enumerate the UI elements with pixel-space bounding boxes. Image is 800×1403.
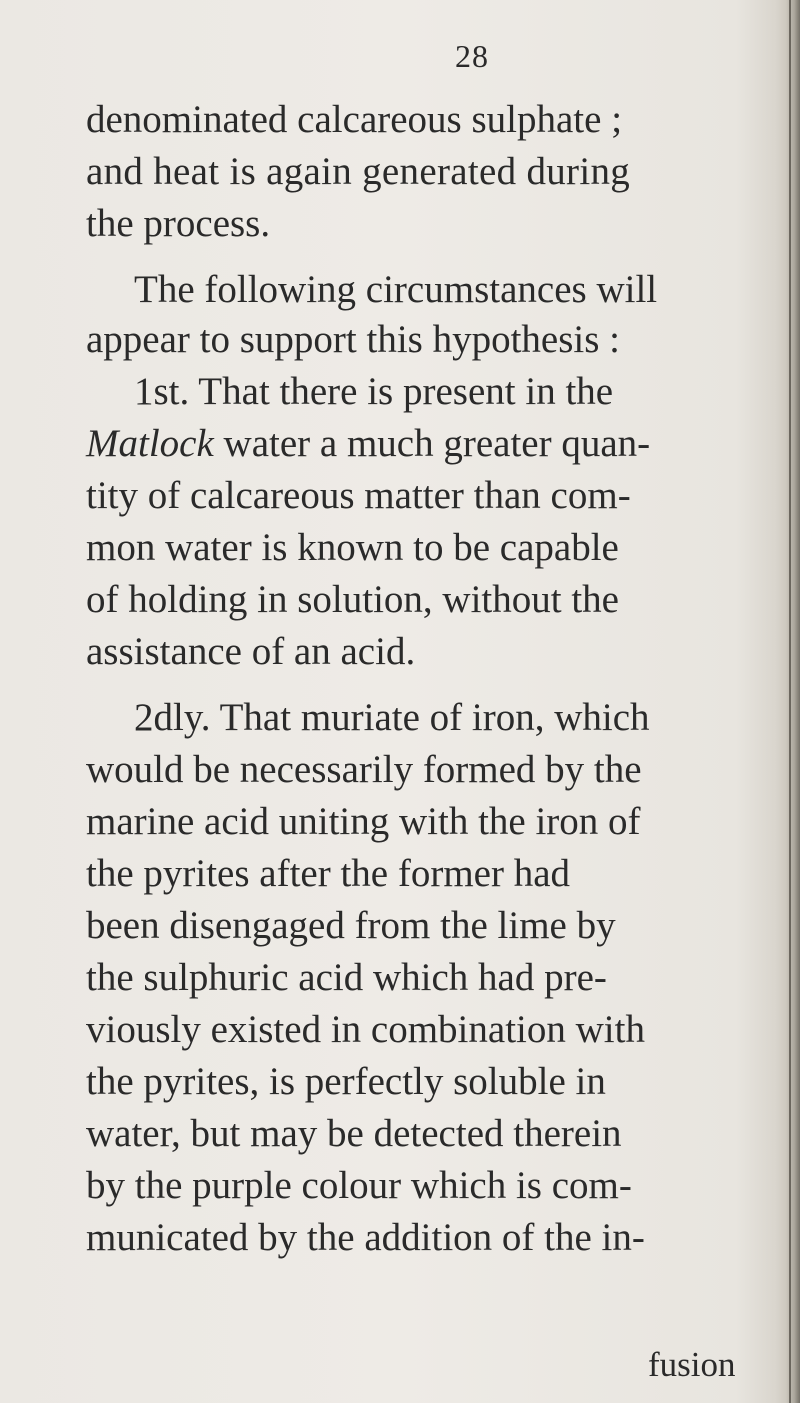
text-line: would be necessarily formed by the — [86, 748, 642, 791]
text-line: viously existed in combination with — [86, 1008, 645, 1051]
text-line: appear to support this hypothesis : — [86, 318, 621, 361]
catchword: fusion — [648, 1345, 736, 1384]
text-line: of holding in solution, without the — [86, 578, 619, 621]
text-line: by the purple colour which is com- — [86, 1164, 632, 1207]
page-number: 28 — [455, 38, 489, 74]
text-line: water, but may be detected therein — [86, 1112, 622, 1155]
text-line: marine acid uniting with the iron of — [86, 800, 641, 843]
text-line: 2dly. That muriate of iron, which — [134, 696, 650, 739]
text-line: 1st. That there is present in the — [134, 370, 614, 413]
text-line: the pyrites, is perfectly soluble in — [86, 1060, 606, 1103]
text-line: mon water is known to be capable — [86, 526, 619, 569]
text-line: and heat is again generated during — [86, 150, 631, 193]
text-line: the sulphuric acid which had pre- — [86, 956, 607, 999]
text-line: tity of calcareous matter than com- — [86, 474, 631, 517]
text-line: the pyrites after the former had — [86, 852, 571, 895]
text-line: the process. — [86, 202, 271, 245]
text-line: assistance of an acid. — [86, 630, 416, 673]
text-line-matlock — [86, 424, 650, 463]
text-line: The following circumstances will — [134, 268, 658, 311]
page-edge-line — [789, 0, 791, 1403]
matlock-italic: Matlock — [86, 422, 214, 465]
text-line-rest: water a much greater quan- — [223, 422, 651, 465]
text-line: denominated calcareous sulphate ; — [86, 98, 623, 141]
text-line: been disengaged from the lime by — [86, 904, 616, 947]
text-line: municated by the addition of the in- — [86, 1216, 645, 1259]
